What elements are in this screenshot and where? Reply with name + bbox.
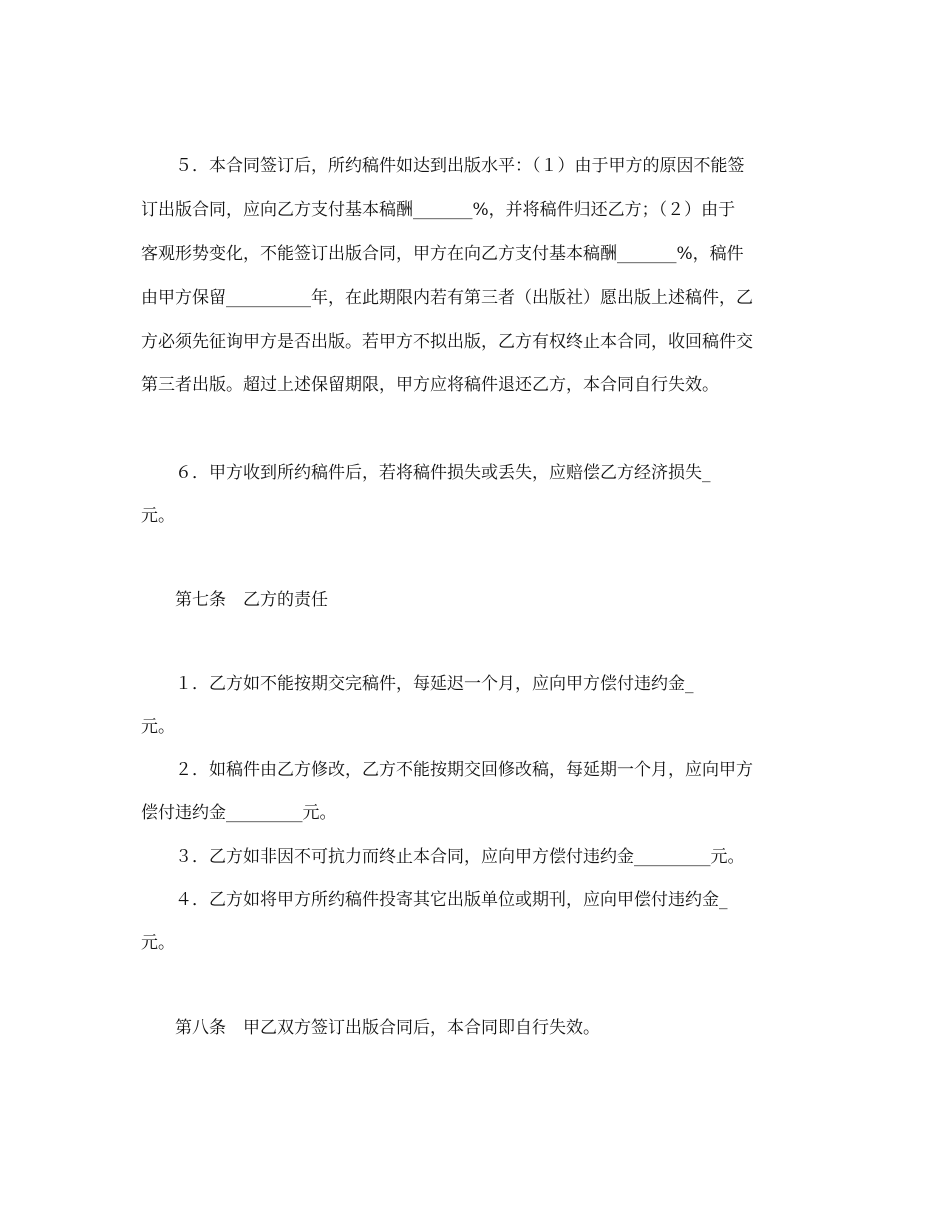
clause-6-line-2: 元。 bbox=[141, 506, 175, 526]
article-7-item-1-line-2: 元。 bbox=[141, 717, 175, 737]
article-7-item-3: ３．乙方如非因不可抗力而终止本合同，应向甲方偿付违约金_________元。 bbox=[141, 847, 745, 867]
article-7-item-2-line-2: 偿付违约金_________元。 bbox=[141, 803, 337, 823]
clause-5-line-6: 第三者出版。超过上述保留期限，甲方应将稿件退还乙方，本合同自行失效。 bbox=[141, 375, 719, 395]
article-7-item-4-line-1: ４．乙方如将甲方所约稿件投寄其它出版单位或期刊，应向甲偿付违约金_ bbox=[141, 890, 728, 910]
clause-5-line-4: 由甲方保留__________年，在此期限内若有第三者（出版社）愿出版上述稿件，乙 bbox=[141, 288, 753, 308]
clause-6-line-1: ６．甲方收到所约稿件后，若将稿件损失或丢失，应赔偿乙方经济损失_ bbox=[141, 463, 711, 483]
clause-5-line-1: ５．本合同签订后，所约稿件如达到出版水平：（１）由于甲方的原因不能签 bbox=[141, 156, 745, 176]
clause-5-line-3: 客观形势变化，不能签订出版合同，甲方在向乙方支付基本稿酬_______%，稿件 bbox=[141, 244, 744, 264]
article-8: 第八条 甲乙双方签订出版合同后，本合同即自行失效。 bbox=[141, 1018, 600, 1038]
clause-5-line-5: 方必须先征询甲方是否出版。若甲方不拟出版，乙方有权终止本合同，收回稿件交 bbox=[141, 332, 753, 352]
article-7-item-2-line-1: ２．如稿件由乙方修改，乙方不能按期交回修改稿，每延期一个月，应向甲方 bbox=[141, 760, 753, 780]
clause-5-line-2: 订出版合同，应向乙方支付基本稿酬_______%，并将稿件归还乙方；（２）由于 bbox=[141, 200, 736, 220]
article-7-item-1-line-1: １．乙方如不能按期交完稿件，每延迟一个月，应向甲方偿付违约金_ bbox=[141, 674, 694, 694]
article-7-heading: 第七条 乙方的责任 bbox=[141, 590, 328, 610]
article-7-item-4-line-2: 元。 bbox=[141, 933, 175, 953]
